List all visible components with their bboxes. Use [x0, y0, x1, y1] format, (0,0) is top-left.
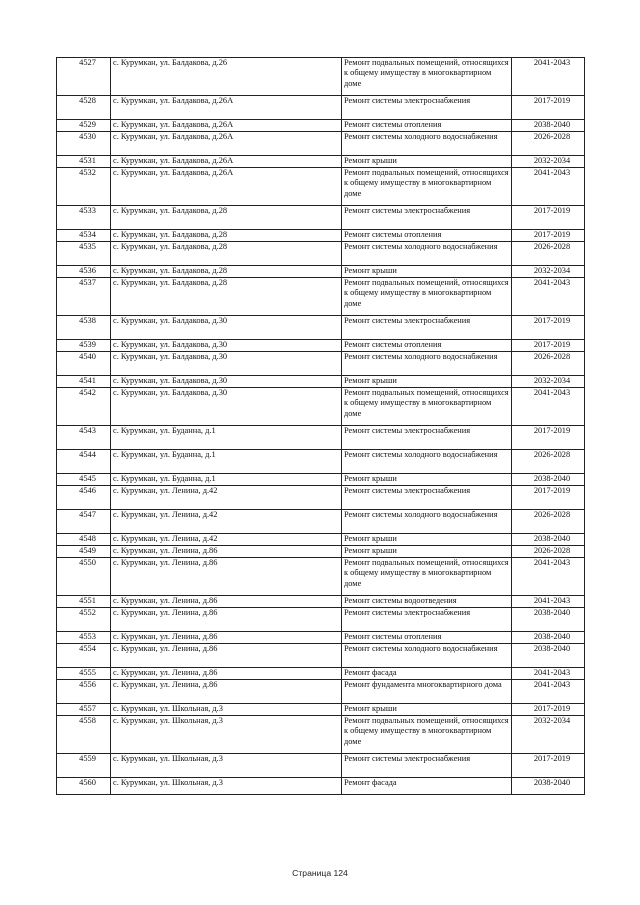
row-address: с. Курумкан, ул. Балдакова, д.26А: [111, 96, 342, 120]
row-number: 4560: [57, 778, 111, 795]
row-address: с. Курумкан, ул. Балдакова, д.28: [111, 278, 342, 316]
row-address: с. Курумкан, ул. Балдакова, д.30: [111, 352, 342, 376]
row-work-type: Ремонт системы электроснабжения: [342, 486, 512, 510]
row-number: 4533: [57, 206, 111, 230]
row-period: 2026-2028: [512, 450, 585, 474]
row-number: 4549: [57, 546, 111, 558]
row-work-type: Ремонт подвальных помещений, относящихся к общему имуществу в многоквартирном доме: [342, 58, 512, 96]
row-work-type: Ремонт подвальных помещений, относящихся к общему имуществу в многоквартирном доме: [342, 168, 512, 206]
row-period: 2017-2019: [512, 426, 585, 450]
row-address: с. Курумкан, ул. Ленина, д.86: [111, 558, 342, 596]
table-row: [57, 376, 585, 388]
capital-repair-table: [56, 57, 585, 795]
row-period: 2038-2040: [512, 534, 585, 546]
table-row: [57, 754, 585, 778]
row-address: с. Курумкан, ул. Балдакова, д.26А: [111, 168, 342, 206]
row-number: 4557: [57, 704, 111, 716]
row-period: 2041-2043: [512, 596, 585, 608]
table-row: [57, 510, 585, 534]
row-work-type: Ремонт фундамента многоквартирного дома: [342, 680, 512, 704]
row-work-type: Ремонт крыши: [342, 474, 512, 486]
row-period: 2026-2028: [512, 242, 585, 266]
row-number: 4527: [57, 58, 111, 96]
row-number: 4531: [57, 156, 111, 168]
row-address: с. Курумкан, ул. Балдакова, д.26А: [111, 132, 342, 156]
row-number: 4535: [57, 242, 111, 266]
row-number: 4546: [57, 486, 111, 510]
table-row: [57, 242, 585, 266]
row-address: с. Курумкан, ул. Ленина, д.42: [111, 486, 342, 510]
table-row: [57, 486, 585, 510]
table-row: [57, 608, 585, 632]
row-work-type: Ремонт крыши: [342, 546, 512, 558]
row-period: 2017-2019: [512, 486, 585, 510]
row-work-type: Ремонт подвальных помещений, относящихся к общему имуществу в многоквартирном доме: [342, 388, 512, 426]
table-row: [57, 426, 585, 450]
row-work-type: Ремонт системы холодного водоснабжения: [342, 450, 512, 474]
row-address: с. Курумкан, ул. Школьная, д.3: [111, 704, 342, 716]
row-number: 4547: [57, 510, 111, 534]
row-work-type: Ремонт системы холодного водоснабжения: [342, 510, 512, 534]
row-address: с. Курумкан, ул. Балдакова, д.30: [111, 376, 342, 388]
row-address: с. Курумкан, ул. Ленина, д.86: [111, 608, 342, 632]
row-work-type: Ремонт крыши: [342, 704, 512, 716]
row-period: 2017-2019: [512, 340, 585, 352]
row-work-type: Ремонт подвальных помещений, относящихся к общему имуществу в многоквартирном доме: [342, 716, 512, 754]
table-row: [57, 534, 585, 546]
table-row: [57, 266, 585, 278]
row-period: 2017-2019: [512, 704, 585, 716]
row-period: 2038-2040: [512, 778, 585, 795]
row-period: 2032-2034: [512, 376, 585, 388]
row-work-type: Ремонт фасада: [342, 668, 512, 680]
table-row: [57, 546, 585, 558]
row-address: с. Курумкан, ул. Ленина, д.42: [111, 510, 342, 534]
row-work-type: Ремонт системы электроснабжения: [342, 316, 512, 340]
row-number: 4532: [57, 168, 111, 206]
row-work-type: Ремонт системы холодного водоснабжения: [342, 352, 512, 376]
row-work-type: Ремонт крыши: [342, 266, 512, 278]
row-period: 2041-2043: [512, 388, 585, 426]
row-work-type: Ремонт системы отопления: [342, 340, 512, 352]
row-address: с. Курумкан, ул. Балдакова, д.26А: [111, 156, 342, 168]
row-work-type: Ремонт подвальных помещений, относящихся к общему имуществу в многоквартирном доме: [342, 278, 512, 316]
row-period: 2017-2019: [512, 316, 585, 340]
table-row: [57, 278, 585, 316]
row-work-type: Ремонт системы отопления: [342, 230, 512, 242]
row-address: с. Курумкан, ул. Балдакова, д.28: [111, 266, 342, 278]
row-number: 4545: [57, 474, 111, 486]
row-work-type: Ремонт фасада: [342, 778, 512, 795]
row-period: 2041-2043: [512, 58, 585, 96]
row-number: 4538: [57, 316, 111, 340]
row-address: с. Курумкан, ул. Балдакова, д.30: [111, 340, 342, 352]
table-row: [57, 206, 585, 230]
row-period: 2038-2040: [512, 644, 585, 668]
row-period: 2017-2019: [512, 206, 585, 230]
row-number: 4540: [57, 352, 111, 376]
row-number: 4534: [57, 230, 111, 242]
row-address: с. Курумкан, ул. Ленина, д.86: [111, 546, 342, 558]
row-period: 2017-2019: [512, 96, 585, 120]
row-period: 2026-2028: [512, 352, 585, 376]
row-work-type: Ремонт системы отопления: [342, 632, 512, 644]
row-period: 2032-2034: [512, 716, 585, 754]
row-address: с. Курумкан, ул. Балдакова, д.28: [111, 242, 342, 266]
row-work-type: Ремонт крыши: [342, 376, 512, 388]
row-period: 2041-2043: [512, 680, 585, 704]
table-row: [57, 778, 585, 795]
row-number: 4555: [57, 668, 111, 680]
page-number: Страница 124: [292, 868, 348, 878]
table-row: [57, 704, 585, 716]
row-number: 4539: [57, 340, 111, 352]
row-work-type: Ремонт системы электроснабжения: [342, 754, 512, 778]
table-row: [57, 596, 585, 608]
row-work-type: Ремонт системы электроснабжения: [342, 608, 512, 632]
table-row: [57, 316, 585, 340]
row-work-type: Ремонт системы холодного водоснабжения: [342, 242, 512, 266]
row-period: 2032-2034: [512, 156, 585, 168]
table-row: [57, 716, 585, 754]
row-address: с. Курумкан, ул. Балдакова, д.30: [111, 316, 342, 340]
row-number: 4556: [57, 680, 111, 704]
row-work-type: Ремонт подвальных помещений, относящихся к общему имуществу в многоквартирном доме: [342, 558, 512, 596]
table-row: [57, 352, 585, 376]
row-number: 4536: [57, 266, 111, 278]
table-row: [57, 230, 585, 242]
table-body: [57, 58, 585, 795]
row-address: с. Курумкан, ул. Ленина, д.86: [111, 632, 342, 644]
row-number: 4551: [57, 596, 111, 608]
row-period: 2038-2040: [512, 120, 585, 132]
row-number: 4558: [57, 716, 111, 754]
row-address: с. Курумкан, ул. Балдакова, д.26: [111, 58, 342, 96]
row-period: 2017-2019: [512, 230, 585, 242]
row-number: 4541: [57, 376, 111, 388]
row-number: 4544: [57, 450, 111, 474]
row-number: 4553: [57, 632, 111, 644]
row-address: с. Курумкан, ул. Ленина, д.86: [111, 668, 342, 680]
row-number: 4552: [57, 608, 111, 632]
row-work-type: Ремонт системы отопления: [342, 120, 512, 132]
table-row: [57, 132, 585, 156]
table-row: [57, 632, 585, 644]
row-address: с. Курумкан, ул. Балдакова, д.28: [111, 230, 342, 242]
row-number: 4542: [57, 388, 111, 426]
table-row: [57, 58, 585, 96]
row-work-type: Ремонт системы холодного водоснабжения: [342, 132, 512, 156]
row-work-type: Ремонт крыши: [342, 534, 512, 546]
table-row: [57, 668, 585, 680]
row-address: с. Курумкан, ул. Балдакова, д.26А: [111, 120, 342, 132]
row-period: 2041-2043: [512, 668, 585, 680]
row-number: 4530: [57, 132, 111, 156]
row-address: с. Курумкан, ул. Ленина, д.86: [111, 644, 342, 668]
table-row: [57, 474, 585, 486]
row-number: 4537: [57, 278, 111, 316]
row-address: с. Курумкан, ул. Балдакова, д.30: [111, 388, 342, 426]
row-number: 4529: [57, 120, 111, 132]
row-work-type: Ремонт системы электроснабжения: [342, 426, 512, 450]
row-number: 4559: [57, 754, 111, 778]
row-address: с. Курумкан, ул. Буданна, д.1: [111, 450, 342, 474]
row-work-type: Ремонт системы электроснабжения: [342, 206, 512, 230]
row-period: 2032-2034: [512, 266, 585, 278]
row-address: с. Курумкан, ул. Ленина, д.86: [111, 680, 342, 704]
row-address: с. Курумкан, ул. Буданна, д.1: [111, 474, 342, 486]
row-address: с. Курумкан, ул. Школьная, д.3: [111, 778, 342, 795]
row-work-type: Ремонт крыши: [342, 156, 512, 168]
table-row: [57, 450, 585, 474]
row-period: 2026-2028: [512, 546, 585, 558]
row-period: 2026-2028: [512, 132, 585, 156]
row-period: 2026-2028: [512, 510, 585, 534]
row-number: 4550: [57, 558, 111, 596]
row-period: 2038-2040: [512, 608, 585, 632]
row-address: с. Курумкан, ул. Школьная, д.3: [111, 716, 342, 754]
row-period: 2038-2040: [512, 632, 585, 644]
row-period: 2041-2043: [512, 278, 585, 316]
table-row: [57, 680, 585, 704]
row-number: 4543: [57, 426, 111, 450]
row-address: с. Курумкан, ул. Буданна, д.1: [111, 426, 342, 450]
row-work-type: Ремонт системы электроснабжения: [342, 96, 512, 120]
row-period: 2038-2040: [512, 474, 585, 486]
table-row: [57, 120, 585, 132]
table-row: [57, 156, 585, 168]
table-row: [57, 96, 585, 120]
table-row: [57, 388, 585, 426]
row-number: 4528: [57, 96, 111, 120]
row-address: с. Курумкан, ул. Школьная, д.3: [111, 754, 342, 778]
row-work-type: Ремонт системы водоотведения: [342, 596, 512, 608]
row-address: с. Курумкан, ул. Балдакова, д.28: [111, 206, 342, 230]
row-number: 4548: [57, 534, 111, 546]
row-period: 2041-2043: [512, 168, 585, 206]
row-number: 4554: [57, 644, 111, 668]
table-row: [57, 340, 585, 352]
table-row: [57, 168, 585, 206]
row-work-type: Ремонт системы холодного водоснабжения: [342, 644, 512, 668]
table-row: [57, 558, 585, 596]
row-address: с. Курумкан, ул. Ленина, д.86: [111, 596, 342, 608]
row-period: 2041-2043: [512, 558, 585, 596]
row-address: с. Курумкан, ул. Ленина, д.42: [111, 534, 342, 546]
table-row: [57, 644, 585, 668]
row-period: 2017-2019: [512, 754, 585, 778]
